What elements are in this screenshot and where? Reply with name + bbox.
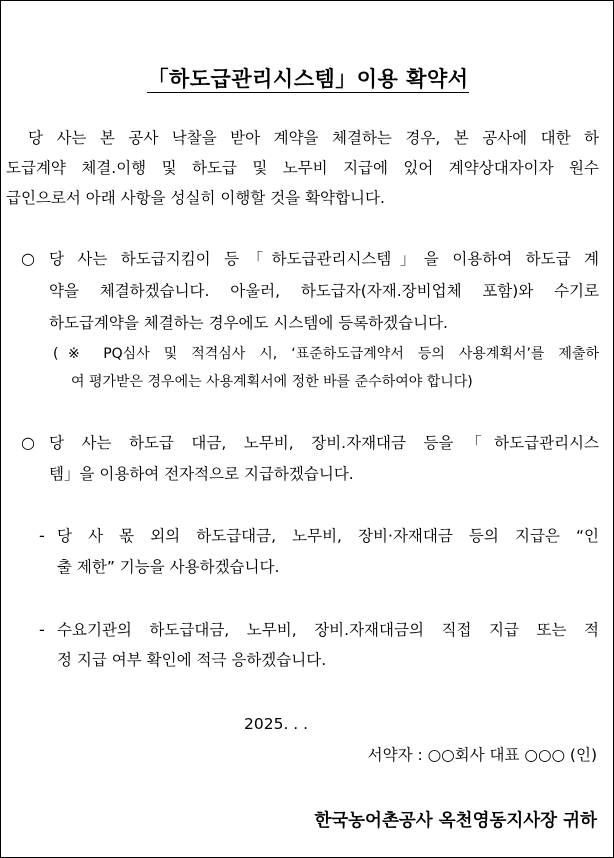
sub2-line-1: 수요기관의 하도급대금, 노무비, 장비.자재대금의 직접 지급 또는 적 — [57, 621, 599, 639]
item1-line-1: 당 사는 하도급지킴이 등「하도급관리시스템」을 이용하여 하도급 계 — [49, 250, 599, 268]
item1-note-line-1: (※ PQ심사 및 적격심사 시, ‘표준하도급계약서 등의 사용계획서’를 제출하 — [53, 346, 599, 362]
addressee: 한국농어촌공사 옥천영동지사장 귀하 — [314, 811, 597, 831]
item2-circle-bullet: ○ — [21, 433, 35, 452]
document-title: 「하도급관리시스템」이용 확약서 — [147, 67, 469, 91]
item1-line-2: 약을 체결하겠습니다. 아울러, 하도급자(자재.장비업체 포함)와 수기로 — [49, 282, 599, 300]
sub1-line-2: 출 제한” 기능을 사용하겠습니다. — [57, 558, 280, 576]
intro-line-2: 도급계약 체결.이행 및 하도급 및 노무비 지급에 있어 계약상대자이자 원수 — [6, 159, 599, 177]
signature-line: 서약자 : ○○회사 대표 ○○○ (인) — [367, 746, 597, 764]
document-date: 2025. . . — [244, 715, 309, 733]
intro-line-3: 급인으로서 아래 사항을 성실히 이행할 것을 확약합니다. — [6, 189, 385, 207]
sub1-line-1: 당 사 몫 외의 하도급대금, 노무비, 장비·자재대금 등의 지급은 “인 — [57, 527, 599, 545]
sub1-dash-bullet: - — [39, 526, 45, 545]
item1-note-line-2: 여 평가받은 경우에는 사용계획서에 정한 바를 준수하여야 합니다) — [71, 374, 473, 390]
item1-line-3: 하도급계약을 체결하는 경우에도 시스템에 등록하겠습니다. — [49, 314, 448, 332]
sub2-dash-bullet: - — [39, 620, 45, 639]
item2-line-1: 당 사는 하도급 대금, 노무비, 장비.자재대금 등을「하도급관리시스 — [49, 434, 599, 452]
intro-line-1: 당 사는 본 공사 낙찰을 받아 계약을 체결하는 경우, 본 공사에 대한 하 — [28, 129, 599, 147]
item1-circle-bullet: ○ — [21, 249, 35, 268]
sub2-line-2: 정 지급 여부 확인에 적극 응하겠습니다. — [57, 651, 327, 669]
item2-line-2: 템」을 이용하여 전자적으로 지급하겠습니다. — [49, 465, 354, 483]
